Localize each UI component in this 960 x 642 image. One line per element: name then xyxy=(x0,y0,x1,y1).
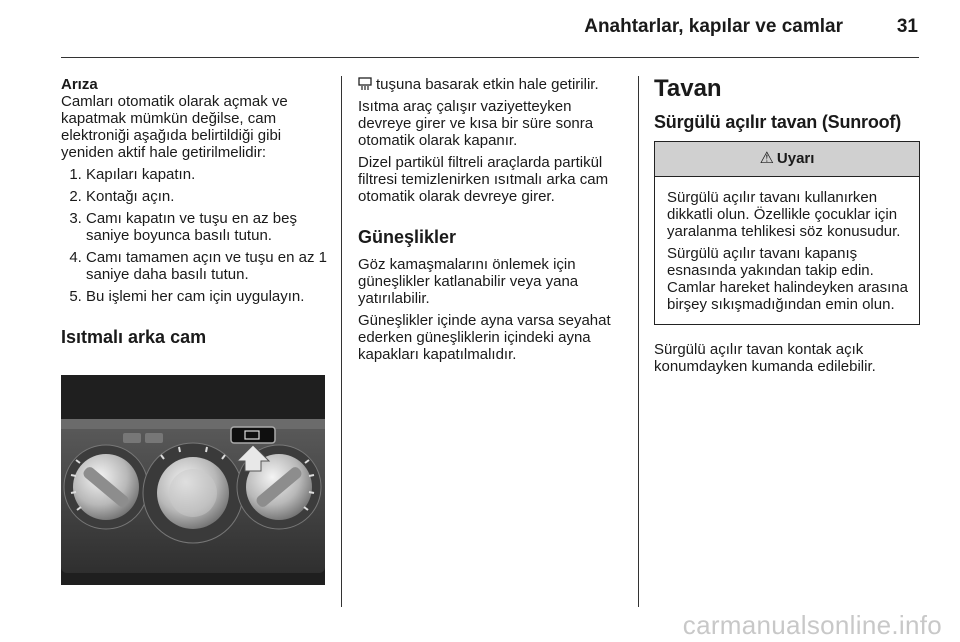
page-header xyxy=(0,0,960,62)
press-text: tuşuna basarak etkin hale getirilir. xyxy=(376,76,599,93)
column-divider-1 xyxy=(341,76,342,607)
roof-heading: Tavan xyxy=(654,75,722,102)
list-item: 1. Kapıları kapatın. xyxy=(86,166,329,183)
sunroof-paragraph: Sürgülü açılır tavan kontak açık konumdayken kumanda edilebilir. xyxy=(654,341,876,375)
reset-steps-list xyxy=(61,166,329,305)
header-rule xyxy=(61,57,919,58)
warning-paragraph-1: Sürgülü açılır tavanı kullanırken dikkatli olun. Özellikle çocuklar için yaralanma tehlikesi söz konusudur. xyxy=(667,189,901,240)
column-2 xyxy=(358,76,622,368)
heated-rear-window-heading: Isıtmalı arka cam xyxy=(61,327,207,347)
warning-label: Uyarı xyxy=(776,150,815,167)
heating-paragraph-2: Dizel partikül filtreli araçlarda partikül filtresi temizlenirken ısıtmalı arka cam otomatik olarak devreye girer. xyxy=(358,154,609,205)
sunroof-heading: Sürgülü açılır tavan (Sunroof) xyxy=(654,112,902,132)
watermark: carmanualsonline.info xyxy=(682,610,942,640)
heated-window-activation-text xyxy=(358,76,622,93)
sun-visors-paragraph-1: Göz kamaşmalarını önlemek için güneşlikler katlanabilir veya yana yatırılabilir. xyxy=(358,256,579,307)
warning-triangle-icon: ⚠ xyxy=(759,150,774,167)
climate-control-panel-illustration xyxy=(61,375,325,585)
fault-text: Camları otomatik olarak açmak ve kapatmak mümkün değilse, cam elektroniği aşağıda belirtildiği gibi yeniden aktif hale getirilmelidir: xyxy=(61,93,288,161)
list-item: 2. Kontağı açın. xyxy=(86,188,329,205)
warning-box xyxy=(654,141,920,325)
column-3 xyxy=(654,76,920,380)
fault-heading: Arıza xyxy=(61,76,98,93)
column-1 xyxy=(61,76,329,356)
warning-body xyxy=(655,177,919,324)
column-divider-2 xyxy=(638,76,639,607)
list-item: 5. Bu işlemi her cam için uygulayın. xyxy=(86,288,329,305)
chapter-title: Anahtarlar, kapılar ve camlar xyxy=(584,16,843,37)
page-number: 31 xyxy=(896,16,918,37)
rear-window-heating-icon xyxy=(358,77,372,91)
warning-header xyxy=(655,142,919,177)
sun-visors-paragraph-2: Güneşlikler içinde ayna varsa seyahat ederken güneşliklerin içindeki ayna kapakları kapatılmalıdır. xyxy=(358,312,611,363)
list-item: 3. Camı kapatın ve tuşu en az beş saniye boyunca basılı tutun. xyxy=(86,210,329,244)
sun-visors-heading: Güneşlikler xyxy=(358,227,457,247)
list-item: 4. Camı tamamen açın ve tuşu en az 1 saniye daha basılı tutun. xyxy=(86,249,329,283)
heating-paragraph-1: Isıtma araç çalışır vaziyetteyken devreye girer ve kısa bir süre sonra otomatik olarak kapanır. xyxy=(358,98,594,149)
warning-paragraph-2: Sürgülü açılır tavanı kapanış esnasında yakından takip edin. Camlar hareket halindeyken arasına birşey sıkışmadığından emin olun. xyxy=(667,245,908,313)
